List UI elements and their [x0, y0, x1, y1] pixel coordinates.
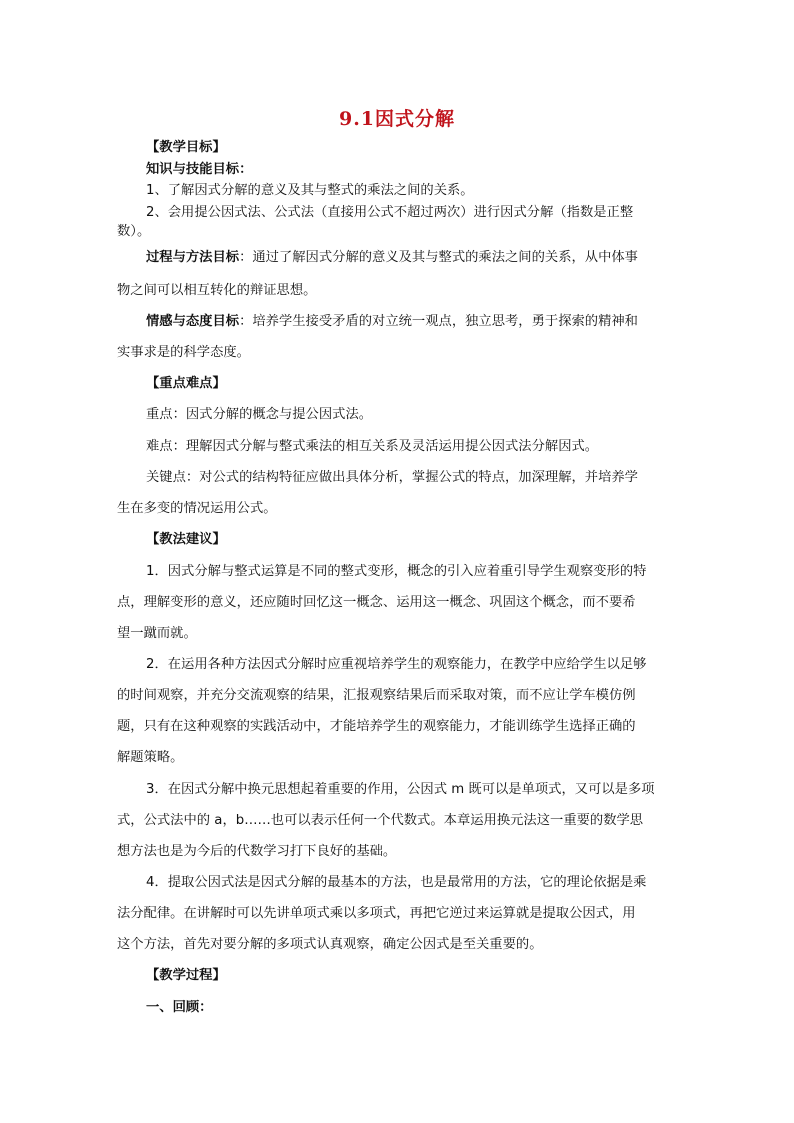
section-heading-process: 【教学过程】 [146, 968, 226, 983]
emotion-goal-text: ：培养学生接受矛盾的对立统一观点，独立思考，勇于探索的精神和 [239, 314, 638, 329]
method-p1-line-2: 点，理解变形的意义，还应随时回忆这一概念、运用这一概念、巩固这个概念，而不要希 [117, 595, 636, 610]
review-heading: 一、回顾： [146, 1000, 213, 1015]
method-p2-line-4: 解题策略。 [117, 750, 184, 765]
method-p2-line-1: 2．在运用各种方法因式分解时应重视培养学生的观察能力，在教学中应给学生以足够 [146, 657, 647, 672]
page-title: 9.1因式分解 [338, 108, 456, 130]
method-p4-line-1: 4．提取公因式法是因式分解的最基本的方法，也是最常用的方法，它的理论依据是乘 [146, 875, 647, 890]
emotion-goal-line-2: 实事求是的科学态度。 [117, 345, 250, 360]
emotion-goal-line-1 [146, 312, 677, 332]
difficulty-text: 难点：理解因式分解与整式乘法的相互关系及灵活运用提公因式法分解因式。 [146, 439, 599, 454]
method-p4-line-3: 这个方法，首先对要分解的多项式认真观察，确定公因式是至关重要的。 [117, 937, 543, 952]
method-p3-line-3: 想方法也是为今后的代数学习打下良好的基础。 [117, 844, 397, 859]
keypoint-line-1: 关键点：对公式的结构特征应做出具体分析，掌握公式的特点，加深理解，并培养学 [146, 470, 638, 485]
focus-text: 重点：因式分解的概念与提公因式法。 [146, 407, 373, 422]
method-p4-line-2: 法分配律。在讲解时可以先讲单项式乘以多项式，再把它逆过来运算就是提取公因式，用 [117, 906, 636, 921]
goal-item-1: 1、了解因式分解的意义及其与整式的乘法之间的关系。 [146, 183, 474, 198]
goal-item-2-line-2: 数）。 [117, 224, 151, 239]
section-heading-method: 【教法建议】 [146, 532, 226, 547]
process-goal-line-1 [146, 248, 677, 268]
goal-item-2-line-1: 2、会用提公因式法、公式法（直接用公式不超过两次）进行因式分解（指数是正整 [146, 205, 634, 220]
knowledge-label: 知识与技能目标： [146, 162, 253, 177]
emotion-goal-label: 情感与态度目标 [146, 314, 240, 329]
section-heading-goals: 【教学目标】 [146, 140, 226, 155]
section-heading-key: 【重点难点】 [146, 376, 226, 391]
method-p3-line-1: 3．在因式分解中换元思想起着重要的作用，公因式 m 既可以是单项式，又可以是多项 [146, 782, 655, 797]
method-p1-line-1: 1．因式分解与整式运算是不同的整式变形，概念的引入应着重引导学生观察变形的特 [146, 564, 647, 579]
method-p2-line-2: 的时间观察，并充分交流观察的结果，汇报观察结果后而采取对策，而不应让学车模仿例 [117, 688, 636, 703]
method-p2-line-3: 题，只有在这种观察的实践活动中，才能培养学生的观察能力，才能训练学生选择正确的 [117, 719, 636, 734]
process-goal-line-2: 物之间可以相互转化的辩证思想。 [117, 283, 317, 298]
keypoint-line-2: 生在多变的情况运用公式。 [117, 501, 277, 516]
method-p3-line-2: 式，公式法中的 a，b……也可以表示任何一个代数式。本章运用换元法这一重要的数学思 [117, 813, 644, 828]
method-p1-line-3: 望一蹴而就。 [117, 626, 197, 641]
process-goal-text: ：通过了解因式分解的意义及其与整式的乘法之间的关系，从中体事 [239, 250, 638, 265]
process-goal-label: 过程与方法目标 [146, 250, 240, 265]
